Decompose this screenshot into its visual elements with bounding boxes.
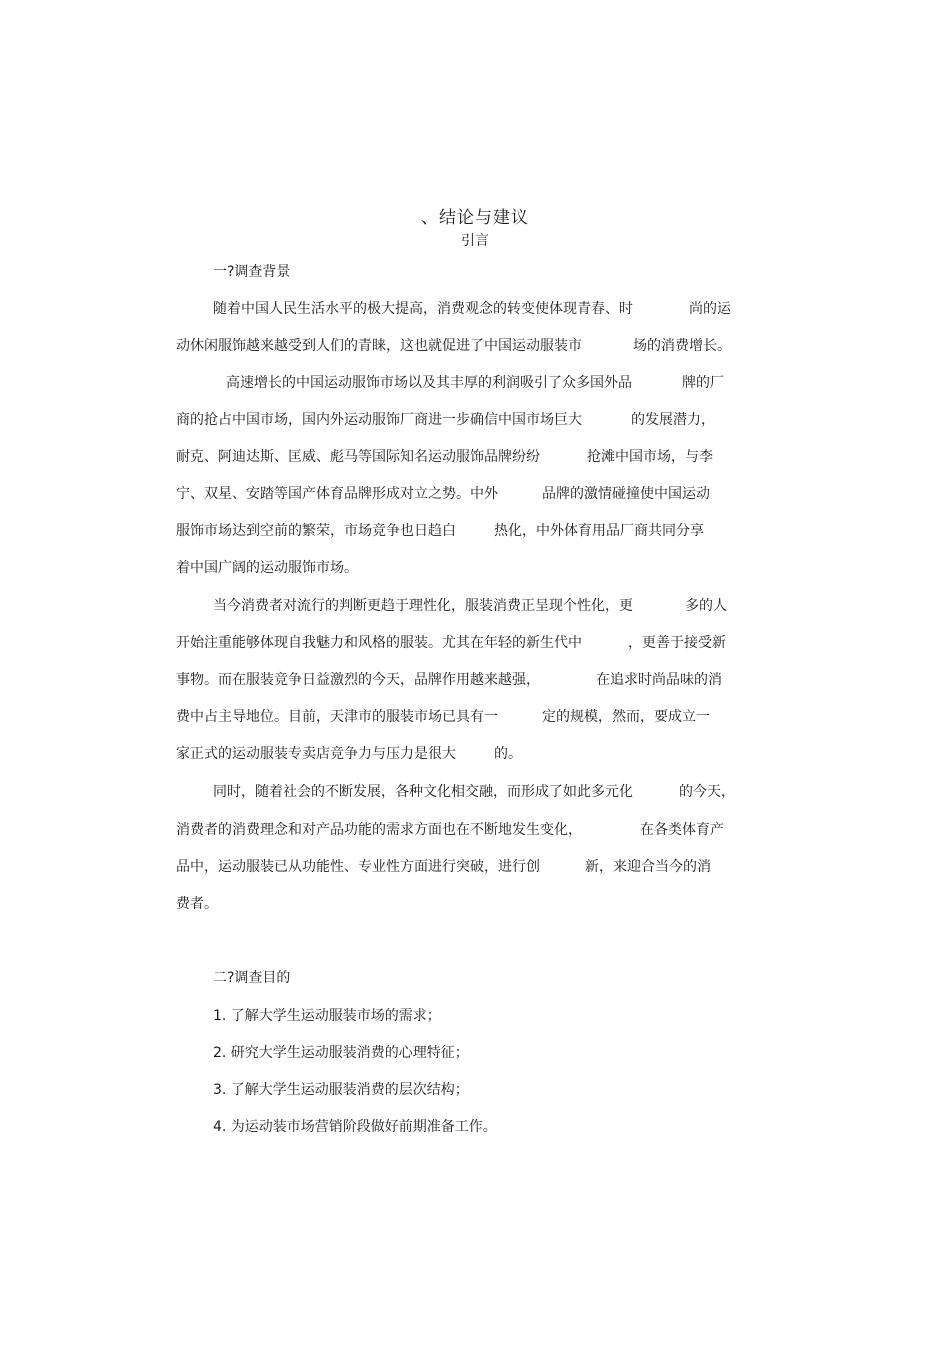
text-segment: 热化，中外体育用品厂商共同分享 xyxy=(494,523,704,539)
text-segment: 动休闲服饰越来越受到人们的青睐，这也就促进了中国运动服装市 xyxy=(176,338,582,354)
text-segment: ，更善于接受新 xyxy=(628,635,726,651)
text-segment: 当今消费者对流行的判断更趋于理性化，服装消费正呈现个性化，更 xyxy=(213,598,633,614)
text-segment: 开始注重能够体现自我魅力和风格的服装。尤其在年轻的新生代中 xyxy=(176,635,582,651)
paragraph-line xyxy=(176,707,710,727)
paragraph-line xyxy=(176,336,731,356)
paragraph-line xyxy=(176,633,726,653)
paragraph-line xyxy=(213,782,735,802)
paragraph-line xyxy=(176,857,711,877)
text-segment: 的。 xyxy=(494,746,522,762)
paragraph-line xyxy=(213,299,731,319)
text-segment: 同时，随着社会的不断发展，各种文化相交融，而形成了如此多元化 xyxy=(213,784,633,800)
paragraph-line xyxy=(176,894,218,914)
text-segment: 高速增长的中国运动服饰市场以及其丰厚的利润吸引了众多国外品 xyxy=(226,375,632,391)
text-segment: 宁、双星、安踏等国产体育品牌形成对立之势。中外 xyxy=(176,486,498,502)
text-segment: 新，来迎合当今的消 xyxy=(585,859,711,875)
text-segment: 的发展潜力， xyxy=(631,412,715,428)
text-segment: 多的人 xyxy=(685,598,727,614)
text-segment: 服饰市场达到空前的繁荣，市场竞争也日趋白 xyxy=(176,523,456,539)
text-segment: 费中占主导地位。目前，天津市的服装市场已具有一 xyxy=(176,709,498,725)
list-item: 2. 研究大学生运动服装消费的心理特征； xyxy=(213,1045,469,1061)
list-item: 3. 了解大学生运动服装消费的层次结构； xyxy=(213,1082,469,1098)
page-subtitle: 引言 xyxy=(461,233,489,249)
page-title: 、结论与建议 xyxy=(421,208,529,228)
paragraph-line xyxy=(176,670,722,690)
paragraph-line xyxy=(176,447,713,467)
list-item: 1. 了解大学生运动服装市场的需求； xyxy=(213,1008,441,1024)
list-item: 4. 为运动装市场营销阶段做好前期准备工作。 xyxy=(213,1119,497,1135)
text-segment: 品牌的激情碰撞使中国运动 xyxy=(542,486,710,502)
paragraph-line xyxy=(176,484,710,504)
paragraph-line xyxy=(176,744,522,764)
paragraph-line xyxy=(176,521,704,541)
text-segment: 牌的厂 xyxy=(682,375,724,391)
text-segment: 在追求时尚品味的消 xyxy=(596,672,722,688)
text-segment: 消费者的消费理念和对产品功能的需求方面也在不断地发生变化， xyxy=(176,822,582,838)
text-segment: 商的抢占中国市场，国内外运动服饰厂商进一步确信中国市场巨大 xyxy=(176,412,582,428)
paragraph-line xyxy=(226,373,724,393)
text-segment: 品中，运动服装已从功能性、专业性方面进行突破，进行创 xyxy=(176,859,540,875)
section-heading: 一?调查背景 xyxy=(213,264,291,280)
text-segment: 随着中国人民生活水平的极大提高，消费观念的转变使体现青春、时 xyxy=(213,301,633,317)
text-segment: 定的规模，然而，要成立一 xyxy=(542,709,710,725)
paragraph-line xyxy=(176,558,358,578)
section-heading: 二?调查目的 xyxy=(213,970,291,986)
text-segment: 场的消费增长。 xyxy=(633,338,731,354)
text-segment: 费者。 xyxy=(176,896,218,912)
text-segment: 着中国广阔的运动服饰市场。 xyxy=(176,560,358,576)
text-segment: 抢滩中国市场，与李 xyxy=(587,449,713,465)
text-segment: 的今天， xyxy=(679,784,735,800)
paragraph-line xyxy=(176,820,724,840)
paragraph-line xyxy=(213,596,727,616)
paragraph-line xyxy=(176,410,715,430)
text-segment: 家正式的运动服装专卖店竞争力与压力是很大 xyxy=(176,746,456,762)
text-segment: 事物。而在服装竞争日益激烈的今天，品牌作用越来越强， xyxy=(176,672,540,688)
text-segment: 尚的运 xyxy=(689,301,731,317)
text-segment: 在各类体育产 xyxy=(640,822,724,838)
text-segment: 耐克、阿迪达斯、匡威、彪马等国际知名运动服饰品牌纷纷 xyxy=(176,449,540,465)
